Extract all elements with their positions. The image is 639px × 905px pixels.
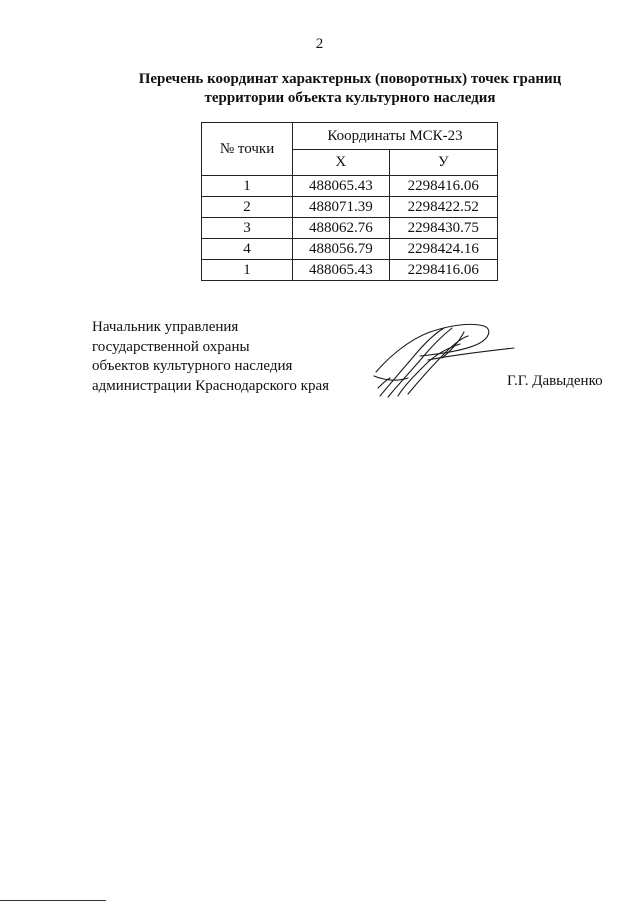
title-line-2: территории объекта культурного наследия — [204, 90, 496, 106]
y-cell: 2298422.52 — [389, 197, 497, 218]
table-row — [202, 260, 498, 281]
point-number-cell: 2 — [202, 197, 293, 218]
footer-divider — [0, 900, 106, 901]
y-cell: 2298430.75 — [389, 218, 497, 239]
official-position — [92, 318, 329, 396]
header-y: У — [389, 150, 497, 176]
page-number: 2 — [315, 36, 324, 52]
header-x: Х — [293, 150, 389, 176]
x-cell: 488062.76 — [293, 218, 389, 239]
official-line-1: Начальник управления — [92, 319, 239, 335]
official-line-3: объектов культурного наследия — [92, 358, 293, 374]
x-cell: 488071.39 — [293, 197, 389, 218]
header-point-number: № точки — [202, 123, 293, 176]
point-number-cell: 3 — [202, 218, 293, 239]
x-cell: 488056.79 — [293, 239, 389, 260]
table-row — [202, 218, 498, 239]
y-cell: 2298416.06 — [389, 260, 497, 281]
y-cell: 2298416.06 — [389, 176, 497, 197]
point-number-cell: 1 — [202, 260, 293, 281]
y-cell: 2298424.16 — [389, 239, 497, 260]
table-row — [202, 176, 498, 197]
official-line-2: государственной охраны — [92, 338, 250, 355]
official-line-4: администрации Краснодарского края — [92, 377, 330, 394]
document-title — [80, 70, 620, 108]
header-coordinates: Координаты МСК-23 — [293, 123, 498, 150]
point-number-cell: 1 — [202, 176, 293, 197]
signatory-name: Г.Г. Давыденко — [507, 373, 603, 389]
x-cell: 488065.43 — [293, 176, 389, 197]
table-row — [202, 239, 498, 260]
table-row — [202, 197, 498, 218]
handwritten-signature — [368, 318, 518, 400]
point-number-cell: 4 — [202, 239, 293, 260]
coordinates-table — [201, 122, 498, 281]
x-cell: 488065.43 — [293, 260, 389, 281]
title-line-1: Перечень координат характерных (поворотных) точек границ — [138, 71, 562, 87]
